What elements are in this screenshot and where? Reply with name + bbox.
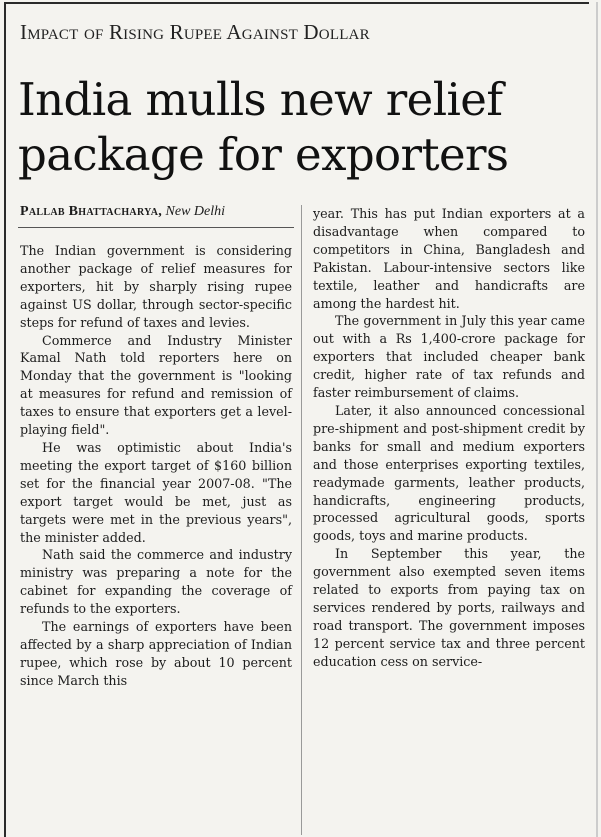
paragraph: Nath said the commerce and industry ministry was preparing a note for the cabinet for expanding the coverage of refunds to the exporters. [20, 547, 292, 617]
paragraph: Commerce and Industry Minister Kamal Nath told reporters here on Monday that the government is "looking at measures for refund and remission of taxes to ensure that exporters get a level-playing field". [20, 332, 292, 438]
byline-place: New Delhi [165, 204, 226, 219]
article-column-left [20, 242, 292, 690]
column-divider [301, 205, 302, 835]
right-edge-shadow [596, 2, 598, 837]
paragraph: The government in July this year came out with a Rs 1,400-crore package for exporters that included cheaper bank credit, higher rate of tax refunds and faster reimbursement of claims. [313, 313, 585, 401]
headline [18, 72, 593, 182]
headline-line-2: package for exporters [18, 128, 509, 181]
left-border-rule [4, 2, 6, 837]
paragraph: In September this year, the government also exempted seven items related to exports from paying tax on services rendered by ports, railways and road transport. The government imposes 12 percent service tax and three percent education cess on service- [313, 546, 585, 669]
byline [20, 204, 225, 220]
paragraph: year. This has put Indian exporters at a disadvantage when compared to competitors in China, Bangladesh and Pakistan. Labour-intensive sectors like textile, leather and handicrafts are among the hardest hit. [313, 206, 585, 311]
byline-author: Pallab Bhattacharya, [20, 204, 163, 219]
byline-rule [18, 227, 294, 228]
headline-line-1: India mulls new relief [18, 73, 503, 126]
paragraph: Later, it also announced concessional pre-shipment and post-shipment credit by banks for small and medium exporters and those enterprises exporting textiles, readymade garments, leather products, handicrafts, engineering products, processed agricultural goods, sports goods, toys and marine products. [313, 402, 585, 544]
paragraph: The earnings of exporters have been affected by a sharp appreciation of Indian rupee, which rose by about 10 percent since March this [20, 619, 292, 688]
kicker-heading: Impact of Rising Rupee Against Dollar [20, 20, 370, 44]
article-column-right [313, 205, 585, 671]
paragraph: The Indian government is considering another package of relief measures for exporters, hit by sharply rising rupee against US dollar, through sector-specific steps for refund of taxes and levies. [20, 243, 292, 330]
paragraph: He was optimistic about India's meeting the export target of $160 billion set for the financial year 2007-08. "The export target would be met, just as targets were met in the previous years", the minister added. [20, 439, 292, 545]
top-border-rule [4, 2, 589, 4]
